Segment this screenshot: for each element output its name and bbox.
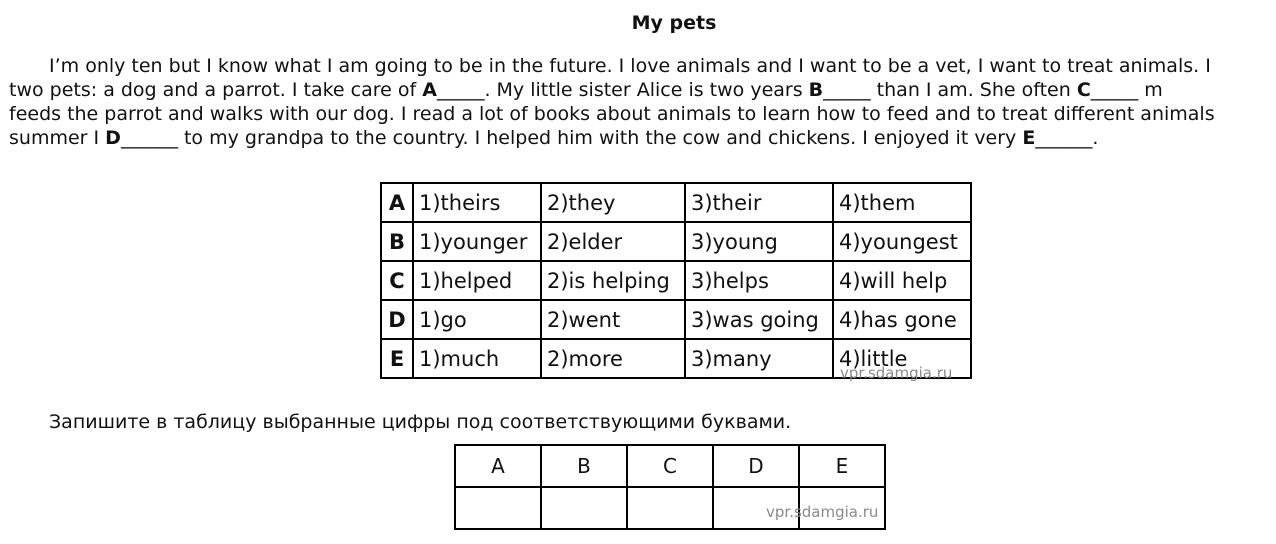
option-choice: 4)them xyxy=(833,183,971,222)
gap-label-c: C xyxy=(1076,79,1091,101)
options-row-a xyxy=(381,183,971,222)
answer-cell-c[interactable] xyxy=(627,487,713,529)
passage-text-segment: two pets: a dog and a parrot. I take care of xyxy=(9,79,423,101)
option-choice: 3)young xyxy=(685,222,833,261)
passage-line-2 xyxy=(9,78,1276,102)
answer-header-row xyxy=(455,445,885,487)
option-choice: 4)little xyxy=(833,339,971,378)
option-choice: 4)will help xyxy=(833,261,971,300)
option-letter: C xyxy=(381,261,413,300)
passage-text-segment: _____. My little sister Alice is two years xyxy=(436,79,809,101)
options-table xyxy=(380,182,972,379)
answer-header: B xyxy=(541,445,627,487)
option-letter: A xyxy=(381,183,413,222)
option-choice: 2)they xyxy=(541,183,685,222)
gap-label-b: B xyxy=(808,79,824,101)
option-choice: 2)elder xyxy=(541,222,685,261)
option-choice: 4)youngest xyxy=(833,222,971,261)
passage-line-3 xyxy=(9,102,1276,126)
passage-text-segment: summer I xyxy=(9,127,106,149)
answer-cell-a[interactable] xyxy=(455,487,541,529)
page-title: My pets xyxy=(631,12,717,34)
options-row-b xyxy=(381,222,971,261)
instruction-text: Запишите в таблицу выбранные цифры под соответствующими буквами. xyxy=(49,411,792,433)
passage-line-3-text: feeds the parrot and walks with our dog. I read a lot of books about animals to learn how to feed and to treat different animals xyxy=(9,103,1215,125)
option-letter: B xyxy=(381,222,413,261)
option-choice: 4)has gone xyxy=(833,300,971,339)
answer-header: C xyxy=(627,445,713,487)
gap-label-e: E xyxy=(1022,127,1036,149)
option-choice: 3)many xyxy=(685,339,833,378)
options-row-d xyxy=(381,300,971,339)
option-choice: 2)went xyxy=(541,300,685,339)
option-choice: 3)their xyxy=(685,183,833,222)
passage-line-1 xyxy=(9,54,1276,78)
passage-text-segment: _____ than I am. She often xyxy=(823,79,1077,101)
gap-label-d: D xyxy=(105,127,121,149)
option-choice: 1)theirs xyxy=(413,183,541,222)
option-choice: 3)helps xyxy=(685,261,833,300)
option-choice: 3)was going xyxy=(685,300,833,339)
passage-text xyxy=(9,54,1276,150)
option-choice: 1)much xyxy=(413,339,541,378)
option-choice: 2)more xyxy=(541,339,685,378)
answer-header: D xyxy=(713,445,799,487)
option-choice: 1)younger xyxy=(413,222,541,261)
answer-cell-b[interactable] xyxy=(541,487,627,529)
option-choice: 1)helped xyxy=(413,261,541,300)
answer-header: A xyxy=(455,445,541,487)
options-row-c xyxy=(381,261,971,300)
gap-label-a: A xyxy=(422,79,437,101)
passage-line-4 xyxy=(9,126,1276,150)
passage-text-segment: _____ m xyxy=(1090,79,1163,101)
option-letter: D xyxy=(381,300,413,339)
watermark: vpr.sdamgia.ru xyxy=(840,364,953,382)
passage-line-1-text: I’m only ten but I know what I am going to be in the future. I love animals and I want to be a vet, I want to treat animals. I xyxy=(49,55,1211,77)
option-choice: 1)go xyxy=(413,300,541,339)
option-choice: 2)is helping xyxy=(541,261,685,300)
passage-text-segment: ______. xyxy=(1035,127,1099,149)
passage-text-segment: ______ to my grandpa to the country. I helped him with the cow and chickens. I enjoyed it very xyxy=(120,127,1023,149)
answer-header: E xyxy=(799,445,885,487)
watermark: vpr.sdamgia.ru xyxy=(766,503,879,521)
option-letter: E xyxy=(381,339,413,378)
